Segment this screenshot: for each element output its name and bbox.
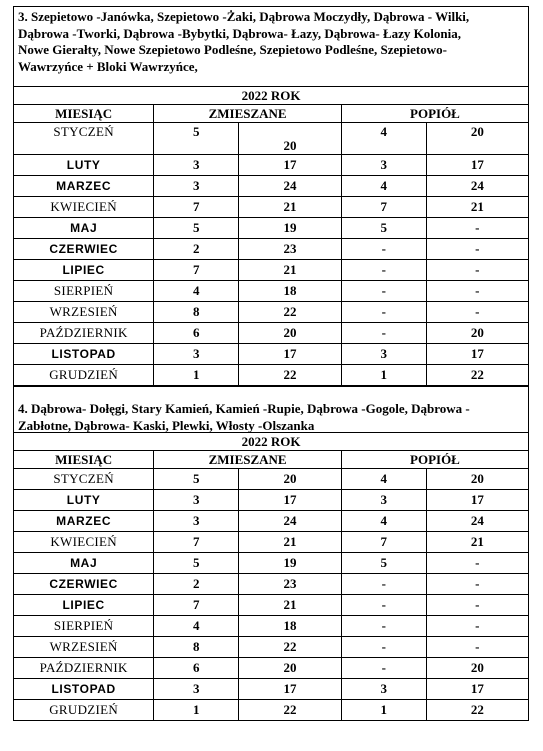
- table-row: [14, 616, 528, 637]
- ash-day-1: 4: [341, 176, 426, 197]
- ash-day-2: -: [426, 281, 528, 302]
- ash-day-1: -: [341, 616, 426, 637]
- month-cell: WRZESIEŃ: [14, 302, 154, 323]
- mixed-day-2: 20: [239, 658, 342, 679]
- mixed-day-2: 22: [239, 302, 342, 323]
- mixed-day-1: 4: [154, 616, 239, 637]
- ash-day-2: -: [426, 616, 528, 637]
- ash-day-2: 20: [426, 658, 528, 679]
- mixed-day-2: 20: [239, 323, 342, 344]
- month-cell: PAŹDZIERNIK: [14, 658, 154, 679]
- month-cell: CZERWIEC: [14, 574, 154, 595]
- month-cell: KWIECIEŃ: [14, 532, 154, 553]
- mixed-day-2: 24: [239, 176, 342, 197]
- mixed-day-1: 4: [154, 281, 239, 302]
- ash-day-2: 21: [426, 197, 528, 218]
- ash-day-2: -: [426, 637, 528, 658]
- mixed-day-2: 18: [239, 616, 342, 637]
- ash-day-2: 17: [426, 344, 528, 365]
- month-cell: KWIECIEŃ: [14, 197, 154, 218]
- year-label: 2022 ROK: [14, 87, 528, 105]
- ash-day-1: -: [341, 281, 426, 302]
- mixed-day-1: 3: [154, 176, 239, 197]
- mixed-day-2: 22: [239, 637, 342, 658]
- mixed-day-2: 17: [239, 344, 342, 365]
- ash-day-1: 3: [341, 155, 426, 176]
- schedule-table: [14, 432, 528, 720]
- mixed-day-1: 6: [154, 658, 239, 679]
- month-cell: MAJ: [14, 218, 154, 239]
- month-cell: LIPIEC: [14, 595, 154, 616]
- mixed-day-1: 3: [154, 511, 239, 532]
- ash-day-2: -: [426, 553, 528, 574]
- ash-day-2: 20: [426, 469, 528, 490]
- month-cell: STYCZEŃ: [14, 469, 154, 490]
- ash-day-2: 24: [426, 176, 528, 197]
- ash-day-1: 5: [341, 553, 426, 574]
- section-heading: 4. Dąbrowa- Dołęgi, Stary Kamień, Kamień -Rupie, Dąbrowa -Gogole, Dąbrowa - Zabłotne, Dąbrowa- Kaski, Plewki, Włosty -Olszanka: [14, 386, 528, 432]
- mixed-day-2: 23: [239, 239, 342, 260]
- ash-day-1: -: [341, 637, 426, 658]
- ash-day-1: -: [341, 239, 426, 260]
- mixed-day-1: 7: [154, 532, 239, 553]
- mixed-column-header: ZMIESZANE: [154, 105, 342, 123]
- table-row: [14, 323, 528, 344]
- ash-day-1: 3: [341, 490, 426, 511]
- table-row: [14, 553, 528, 574]
- mixed-day-1: 5: [154, 123, 239, 155]
- ash-day-2: -: [426, 260, 528, 281]
- mixed-day-2: 20: [239, 469, 342, 490]
- month-cell: MARZEC: [14, 511, 154, 532]
- ash-day-1: 5: [341, 218, 426, 239]
- mixed-day-1: 3: [154, 490, 239, 511]
- month-cell: LIPIEC: [14, 260, 154, 281]
- month-cell: GRUDZIEŃ: [14, 700, 154, 721]
- mixed-day-1: 5: [154, 553, 239, 574]
- mixed-day-1: 3: [154, 679, 239, 700]
- table-row: [14, 344, 528, 365]
- schedule-section-3: [13, 6, 529, 386]
- table-row: [14, 469, 528, 490]
- mixed-day-2: 19: [239, 553, 342, 574]
- year-label: 2022 ROK: [14, 433, 528, 451]
- month-cell: LISTOPAD: [14, 679, 154, 700]
- ash-day-2: 17: [426, 490, 528, 511]
- ash-day-2: 20: [426, 323, 528, 344]
- ash-day-1: 4: [341, 123, 426, 155]
- ash-day-1: -: [341, 658, 426, 679]
- table-row: [14, 574, 528, 595]
- table-row: [14, 637, 528, 658]
- year-row: [14, 433, 528, 451]
- table-row: [14, 595, 528, 616]
- table-row: [14, 658, 528, 679]
- header-row: [14, 451, 528, 469]
- month-cell: CZERWIEC: [14, 239, 154, 260]
- month-cell: MAJ: [14, 553, 154, 574]
- ash-day-1: 3: [341, 679, 426, 700]
- header-row: [14, 105, 528, 123]
- month-column-header: MIESIĄC: [14, 105, 154, 123]
- mixed-day-1: 8: [154, 302, 239, 323]
- mixed-day-2: 21: [239, 595, 342, 616]
- mixed-day-2: 22: [239, 365, 342, 386]
- ash-column-header: POPIÓŁ: [341, 451, 528, 469]
- mixed-day-1: 3: [154, 344, 239, 365]
- mixed-day-2: 19: [239, 218, 342, 239]
- table-row: [14, 365, 528, 386]
- mixed-day-1: 7: [154, 197, 239, 218]
- ash-day-1: 4: [341, 469, 426, 490]
- mixed-day-2: 22: [239, 700, 342, 721]
- table-row: [14, 490, 528, 511]
- month-cell: LISTOPAD: [14, 344, 154, 365]
- ash-day-1: 1: [341, 700, 426, 721]
- month-cell: SIERPIEŃ: [14, 281, 154, 302]
- mixed-day-1: 3: [154, 155, 239, 176]
- mixed-day-2: 21: [239, 260, 342, 281]
- ash-day-2: -: [426, 574, 528, 595]
- ash-day-2: 21: [426, 532, 528, 553]
- mixed-day-2: 23: [239, 574, 342, 595]
- ash-day-2: -: [426, 218, 528, 239]
- ash-day-2: -: [426, 302, 528, 323]
- ash-day-1: -: [341, 574, 426, 595]
- mixed-day-2: 21: [239, 532, 342, 553]
- ash-day-1: 3: [341, 344, 426, 365]
- mixed-day-1: 1: [154, 365, 239, 386]
- table-row: [14, 679, 528, 700]
- mixed-day-1: 8: [154, 637, 239, 658]
- month-column-header: MIESIĄC: [14, 451, 154, 469]
- ash-day-1: -: [341, 323, 426, 344]
- ash-day-1: -: [341, 302, 426, 323]
- year-row: [14, 87, 528, 105]
- schedule-table: [14, 86, 528, 385]
- ash-day-1: -: [341, 260, 426, 281]
- table-row: [14, 260, 528, 281]
- month-cell: LUTY: [14, 490, 154, 511]
- mixed-day-2: 17: [239, 679, 342, 700]
- table-row: [14, 700, 528, 721]
- mixed-day-1: 7: [154, 260, 239, 281]
- mixed-day-1: 6: [154, 323, 239, 344]
- ash-day-2: -: [426, 239, 528, 260]
- mixed-day-2: 21: [239, 197, 342, 218]
- mixed-day-2: 20: [239, 123, 342, 155]
- month-cell: LUTY: [14, 155, 154, 176]
- table-row: [14, 302, 528, 323]
- mixed-day-2: 17: [239, 155, 342, 176]
- mixed-day-1: 2: [154, 574, 239, 595]
- ash-day-1: 7: [341, 532, 426, 553]
- month-cell: GRUDZIEŃ: [14, 365, 154, 386]
- table-row: [14, 239, 528, 260]
- ash-day-2: 24: [426, 511, 528, 532]
- ash-day-2: -: [426, 595, 528, 616]
- table-row: [14, 281, 528, 302]
- mixed-day-1: 1: [154, 700, 239, 721]
- mixed-day-2: 24: [239, 511, 342, 532]
- ash-column-header: POPIÓŁ: [341, 105, 528, 123]
- table-row: [14, 532, 528, 553]
- month-cell: MARZEC: [14, 176, 154, 197]
- table-row: [14, 176, 528, 197]
- ash-day-2: 20: [426, 123, 528, 155]
- mixed-day-1: 2: [154, 239, 239, 260]
- mixed-day-2: 18: [239, 281, 342, 302]
- ash-day-1: 4: [341, 511, 426, 532]
- mixed-day-1: 5: [154, 218, 239, 239]
- table-row: [14, 511, 528, 532]
- mixed-day-1: 7: [154, 595, 239, 616]
- table-row: [14, 155, 528, 176]
- mixed-column-header: ZMIESZANE: [154, 451, 342, 469]
- section-heading: 3. Szepietowo -Janówka, Szepietowo -Żaki, Dąbrowa Moczydły, Dąbrowa - Wilki, Dąbrowa -Tworki, Dąbrowa -Bybytki, Dąbrowa- Łazy, Dąbrowa- Łazy Kolonia, Nowe Gierałty, Nowe Szepietowo Podleśne, Szepietowo Podleśne, Szepietowo- Wawrzyńce + Bloki Wawrzyńce,: [18, 9, 470, 74]
- schedule-document: [13, 6, 529, 721]
- ash-day-1: 1: [341, 365, 426, 386]
- ash-day-1: 7: [341, 197, 426, 218]
- ash-day-2: 17: [426, 679, 528, 700]
- schedule-section-4: [13, 386, 529, 721]
- table-row: [14, 218, 528, 239]
- month-cell: WRZESIEŃ: [14, 637, 154, 658]
- table-row: [14, 123, 528, 155]
- mixed-day-1: 5: [154, 469, 239, 490]
- ash-day-2: 22: [426, 365, 528, 386]
- ash-day-2: 17: [426, 155, 528, 176]
- ash-day-2: 22: [426, 700, 528, 721]
- month-cell: STYCZEŃ: [14, 123, 154, 155]
- table-row: [14, 197, 528, 218]
- month-cell: SIERPIEŃ: [14, 616, 154, 637]
- ash-day-1: -: [341, 595, 426, 616]
- mixed-day-2: 17: [239, 490, 342, 511]
- month-cell: PAŹDZIERNIK: [14, 323, 154, 344]
